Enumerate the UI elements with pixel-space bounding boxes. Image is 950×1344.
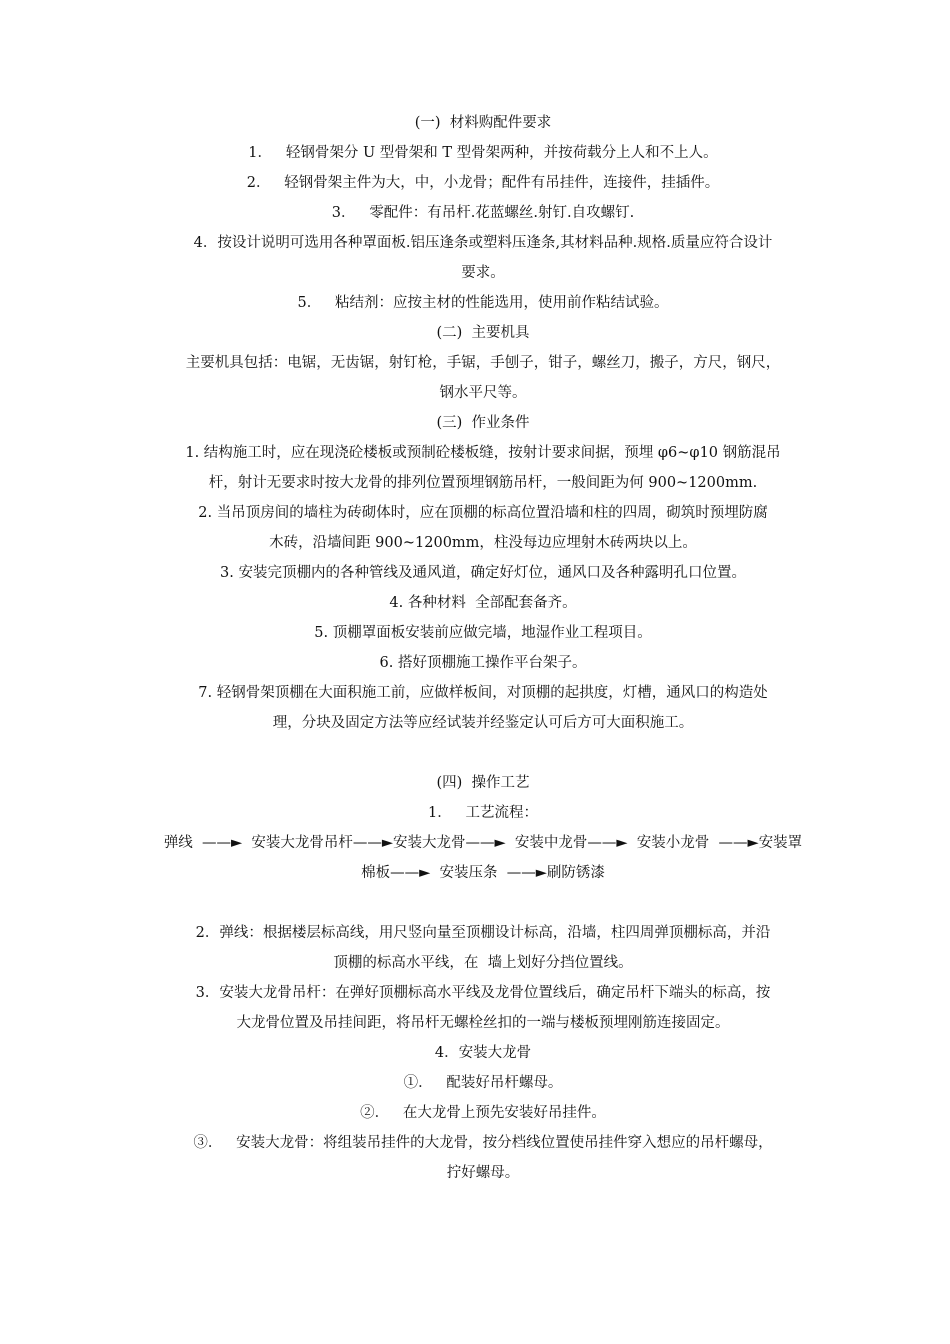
text-line: 要求。 <box>461 265 505 281</box>
text-line: 钢水平尺等。 <box>439 385 527 401</box>
text-line: 5. 顶棚罩面板安装前应做完墙，地湿作业工程项目。 <box>314 625 652 641</box>
text-line: ③． 安装大龙骨：将组装吊挂件的大龙骨，按分档线位置使吊挂件穿入想应的吊杆螺母， <box>193 1135 773 1151</box>
spacer <box>138 738 828 768</box>
text-line: 3． 零配件：有吊杆.花蓝螺丝.射钉.自攻螺钉. <box>331 205 635 221</box>
text-line: 3. 安装完顶棚内的各种管线及通风道，确定好灯位，通风口及各种露明孔口位置。 <box>220 565 746 581</box>
text-line: 顶棚的标高水平线，在 墙上划好分挡位置线。 <box>333 955 633 971</box>
document-body <box>138 108 828 1188</box>
text-line: 杆，射计无要求时按大龙骨的排列位置预埋钢筋吊杆，一般间距为何 900~1200mm. <box>208 475 758 491</box>
text-line: 3．安装大龙骨吊杆：在弹好顶棚标高水平线及龙骨位置线后，确定吊杆下端头的标高，按 <box>195 985 771 1001</box>
text-line: 拧好螺母。 <box>446 1165 520 1181</box>
text-line: 木砖，沿墙间距 900~1200mm，柱没每边应埋射木砖两块以上。 <box>269 535 697 551</box>
text-line: ①． 配装好吊杆螺母。 <box>403 1075 563 1091</box>
text-line: 1. 结构施工时，应在现浇砼楼板或预制砼楼板缝，按射计要求间据，预埋 φ6~φ10 钢筋混吊 <box>185 445 781 461</box>
process-flow-line: 棉板——► 安装压条 ——►刷防锈漆 <box>361 865 605 881</box>
text-line: 主要机具包括：电锯，无齿锯，射钉枪，手锯，手刨子，钳子，螺丝刀，搬子，方尺，钢尺， <box>185 355 781 371</box>
text-line: 4. 各种材料 全部配套备齐。 <box>389 595 577 611</box>
text-line: 2． 轻钢骨架主件为大，中，小龙骨；配件有吊挂件，连接件，挂插件。 <box>246 175 720 191</box>
section-heading-process: (四) 操作工艺 <box>436 775 530 791</box>
process-flow-line: 弹线 ——► 安装大龙骨吊杆——►安装大龙骨——► 安装中龙骨——► 安装小龙骨 ——►安装罩 <box>163 835 803 851</box>
text-line: 6. 搭好顶棚施工操作平台架子。 <box>379 655 587 671</box>
text-line: 4．按设计说明可选用各种罩面板.铝压逢条或塑料压逢条,其材料品种.规格.质量应符合设计 <box>193 235 773 251</box>
text-line: 1． 轻钢骨架分 U 型骨架和 T 型骨架两种，并按荷载分上人和不上人。 <box>248 145 718 161</box>
text-line: 2. 当吊顶房间的墙柱为砖砌体时，应在顶棚的标高位置沿墙和柱的四周，砌筑时预埋防腐 <box>198 505 768 521</box>
text-line: 5． 粘结剂：应按主材的性能选用，使用前作粘结试验。 <box>297 295 669 311</box>
text-line: 1． 工艺流程： <box>427 805 539 821</box>
section-heading-materials: (一) 材料购配件要求 <box>414 115 552 131</box>
section-heading-tools: (二) 主要机具 <box>436 325 530 341</box>
text-line: 大龙骨位置及吊挂间距，将吊杆无螺栓丝扣的一端与楼板预埋刚筋连接固定。 <box>236 1015 730 1031</box>
text-line: 理，分块及固定方法等应经试装并经鉴定认可后方可大面积施工。 <box>272 715 694 731</box>
text-line: ②． 在大龙骨上预先安装好吊挂件。 <box>360 1105 606 1121</box>
spacer <box>138 888 828 918</box>
text-line: 2．弹线：根据楼层标高线，用尺竖向量至顶棚设计标高，沿墙，柱四周弹顶棚标高，并沿 <box>195 925 771 941</box>
text-line: 7. 轻钢骨架顶棚在大面积施工前，应做样板间，对顶棚的起拱度，灯槽，通风口的构造处 <box>198 685 768 701</box>
section-heading-conditions: (三) 作业条件 <box>436 415 530 431</box>
text-line: 4．安装大龙骨 <box>434 1045 532 1061</box>
